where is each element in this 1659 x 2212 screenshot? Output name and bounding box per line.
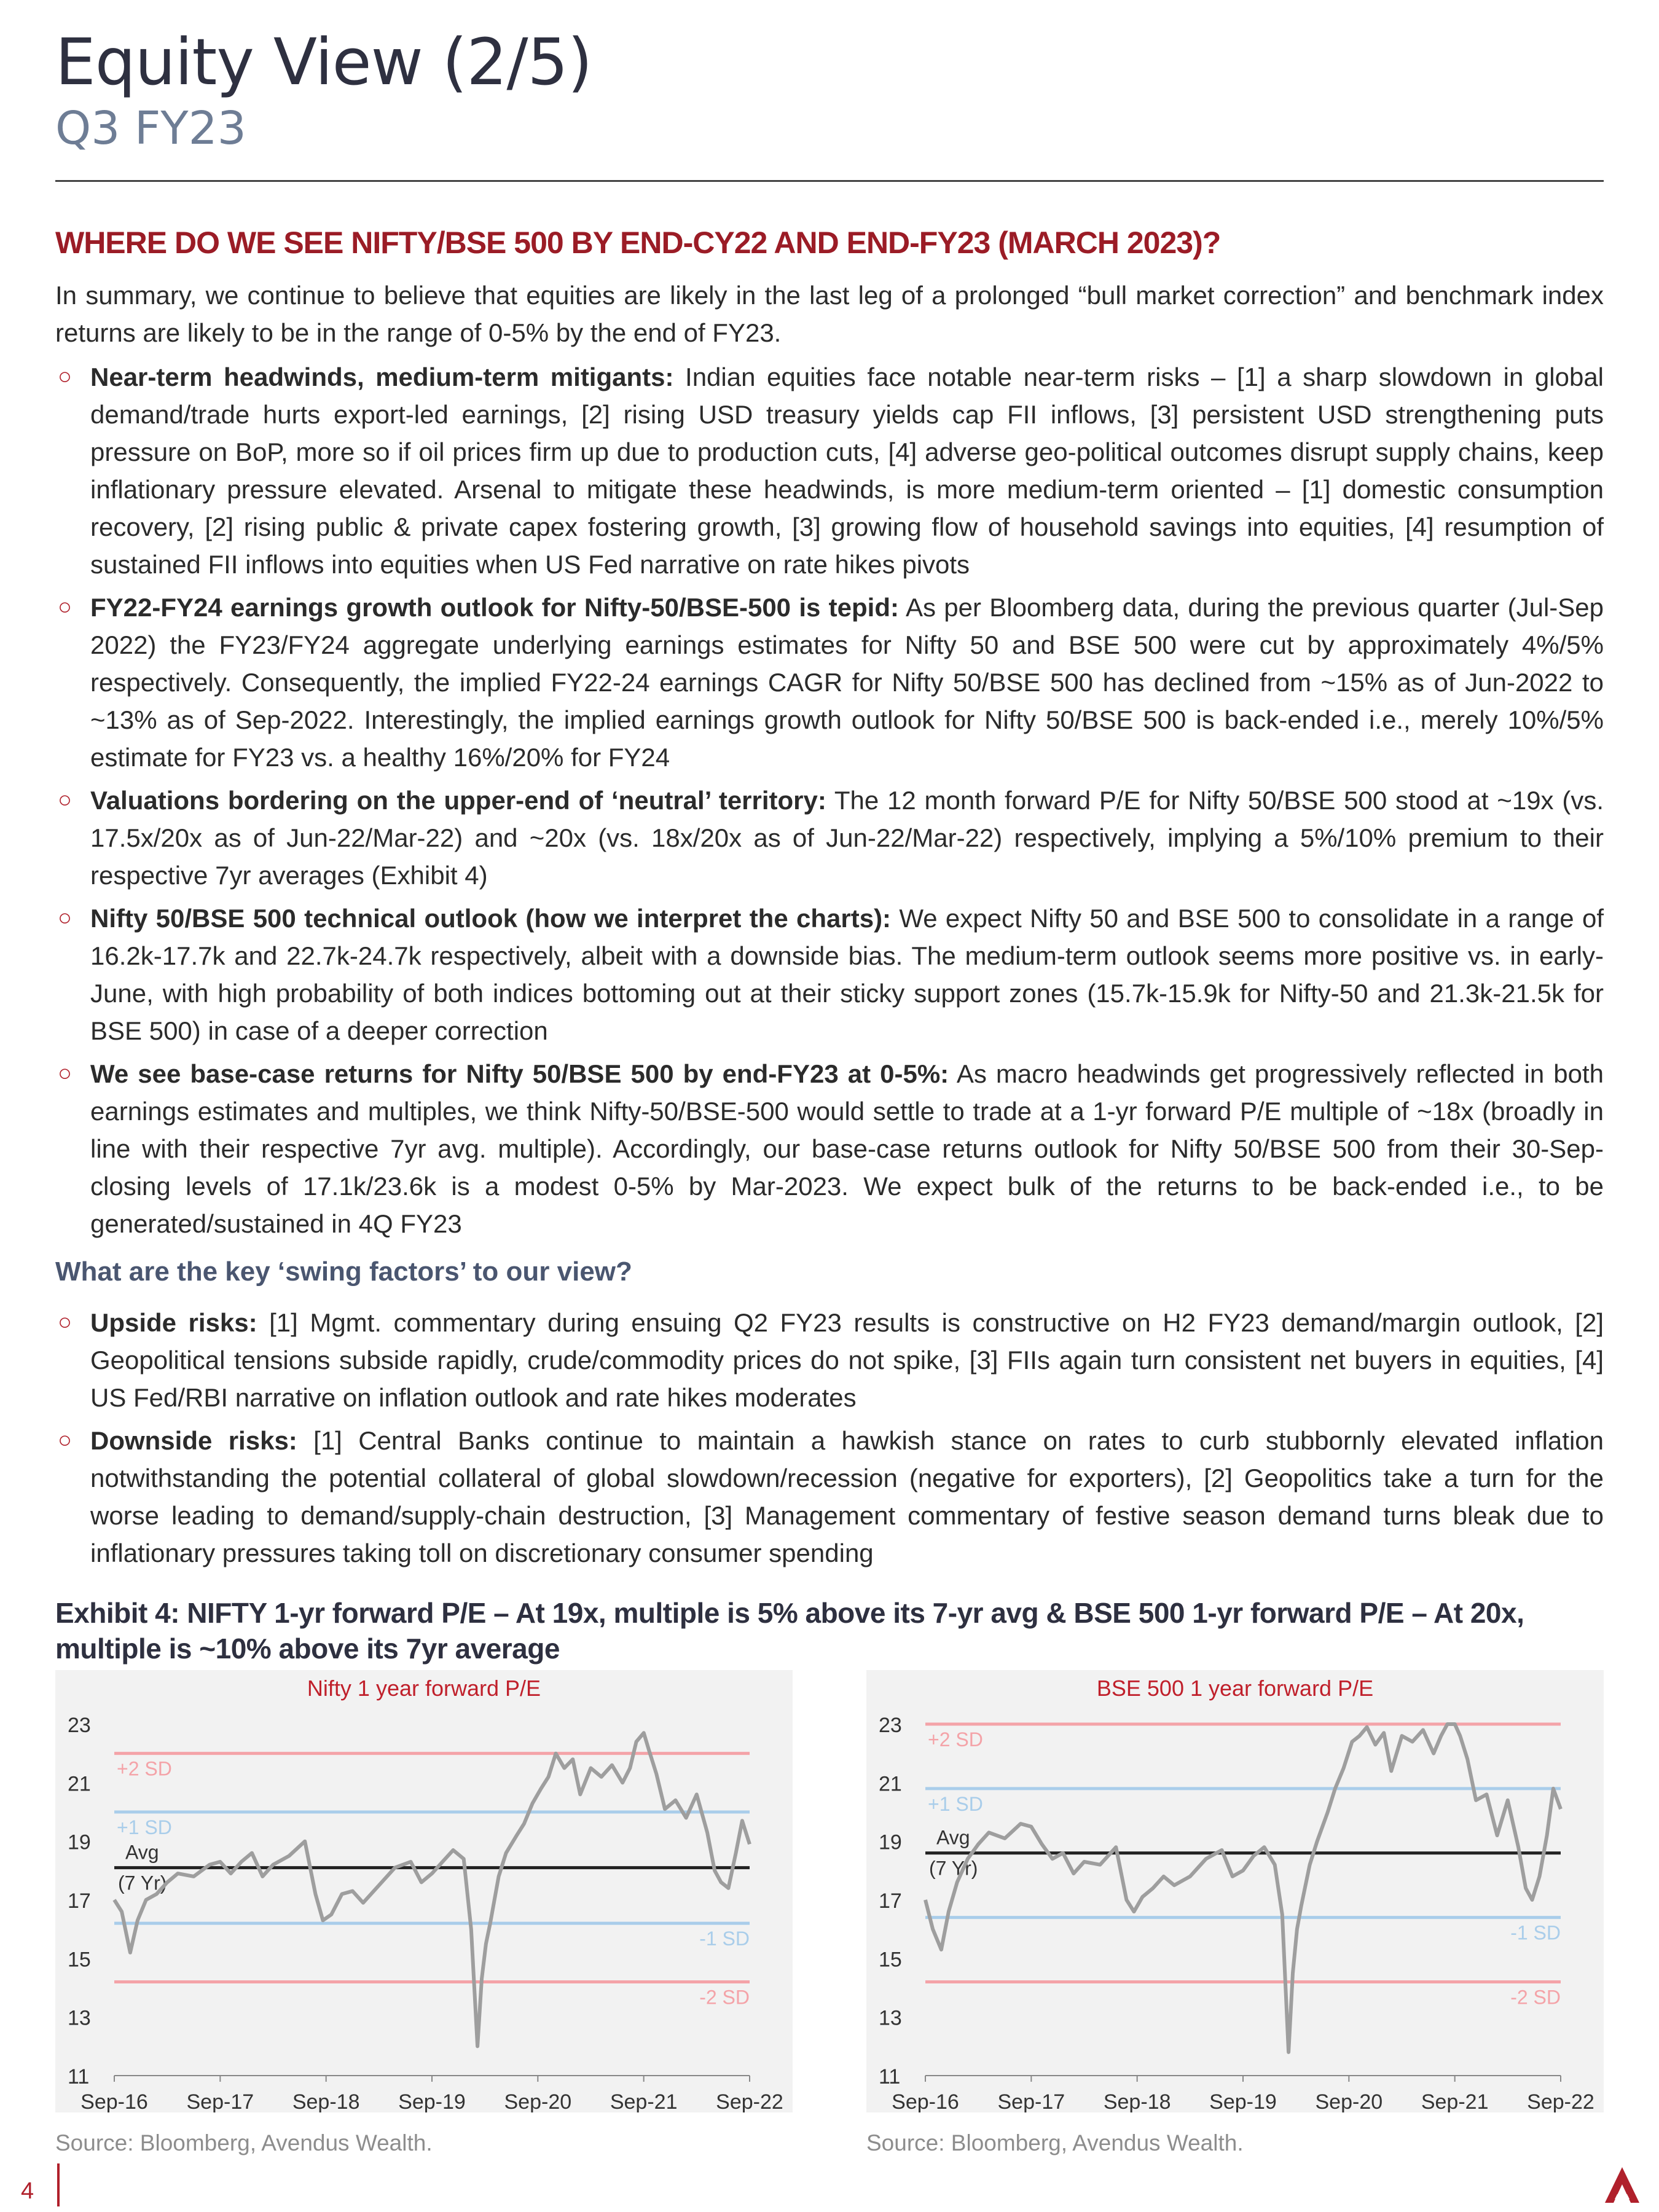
x-tick-label: Sep-18 (1103, 2090, 1171, 2112)
sd-label: -1 SD (1510, 1921, 1561, 1944)
bullet-text: [1] Central Banks continue to maintain a hawkish stance on rates to curb stubbornly elevated inflation notwithstanding the potential collateral of global slowdown/recession (negative for exporters), [2] Geopolitics take a turn for the worse leading to demand/supply-chain destruction, [3] Management commentary of festive season demand turns bleak due to inflationary pressures taking toll on discretionary consumer spending (90, 1426, 1604, 1567)
x-tick-label: Sep-18 (292, 2090, 360, 2112)
bullet-circle-icon: ○ (58, 1427, 72, 1453)
bullet-text: The 12 month forward P/E for Nifty 50/BSE 500 stood at ~19x (vs. 17.5x/20x as of Jun-22/Mar-22) and ~20x (vs. 18x/20x as of Jun-22/Mar-22) respectively, implying a 5%/10% premium to their respective 7yr averages (Exhibit 4) (90, 786, 1604, 890)
bullet-item (55, 782, 1604, 894)
nifty-chart-svg (55, 1670, 793, 2112)
y-tick-label: 21 (68, 1772, 91, 1796)
swing-factors-title: What are the key ‘swing factors’ to our view? (55, 1257, 632, 1287)
y-tick-label: 15 (879, 1948, 902, 1972)
avg-sublabel: (7 Yr) (118, 1872, 167, 1894)
bse500-chart-svg (866, 1670, 1604, 2112)
x-tick-label: Sep-19 (398, 2090, 466, 2112)
main-bullet-list (55, 358, 1604, 1248)
x-tick-label: Sep-16 (892, 2090, 959, 2112)
y-tick-label: 13 (68, 2006, 91, 2030)
bullet-text: Indian equities face notable near-term risks – [1] a sharp slowdown in global demand/trade hurts export-led earnings, [2] rising USD treasury yields cap FII inflows, [3] persistent USD strengthening puts pressure on BoP, more so if oil prices firm up due to production cuts, [4] adverse geo-political outcomes disrupt supply chains, keep inflationary pressure elevated. Arsenal to mitigate these headwinds, is more medium-term oriented – [1] domestic consumption recovery, [2] rising public & private capex fostering growth, [3] growing flow of household savings into equities, [4] resumption of sustained FII inflows into equities when US Fed narrative on rate hikes pivots (90, 363, 1604, 579)
brand-logo-icon (1604, 2166, 1641, 2207)
page-number: 4 (21, 2178, 34, 2204)
bullet-circle-icon: ○ (58, 594, 72, 620)
page-title: Equity View (2/5) (55, 25, 592, 100)
bullet-text: As per Bloomberg data, during the previous quarter (Jul-Sep 2022) the FY23/FY24 aggregate underlying earnings estimates for Nifty 50 and BSE 500 were cut by approximately 4%/5% respectively. Consequently, the implied FY22-24 earnings CAGR for Nifty 50/BSE 500 has declined from ~15% as of Jun-2022 to ~13% as of Sep-2022. Interestingly, the implied earnings growth outlook for Nifty 50/BSE 500 is back-ended i.e., merely 10%/5% estimate for FY23 vs. a healthy 16%/20% for FY24 (90, 593, 1604, 772)
exhibit-title: Exhibit 4: NIFTY 1-yr forward P/E – At 19x, multiple is 5% above its 7-yr avg & BSE 500 1-yr forward P/E – At 20x, multiple is ~10% above its 7yr average (55, 1597, 1524, 1665)
x-tick-label: Sep-19 (1209, 2090, 1277, 2112)
y-tick-label: 19 (68, 1830, 91, 1854)
bullet-heading: We see base-case returns for Nifty 50/BSE 500 by end-FY23 at 0-5%: (90, 1059, 949, 1088)
bullet-item (55, 1055, 1604, 1242)
bullet-heading: Valuations bordering on the upper-end of ‘neutral’ territory: (90, 786, 826, 815)
x-tick-label: Sep-20 (504, 2090, 572, 2112)
sd-label: -2 SD (1510, 1986, 1561, 2009)
source-note-left: Source: Bloomberg, Avendus Wealth. (55, 2130, 433, 2155)
bullet-text: We expect Nifty 50 and BSE 500 to consolidate in a range of 16.2k-17.7k and 22.7k-24.7k respectively, albeit with a downside bias. The medium-term outlook seems more positive vs. in early-June, with high probability of both indices bottoming out at their sticky support zones (15.7k-15.9k for Nifty-50 and 21.3k-21.5k for BSE 500) in case of a deeper correction (90, 904, 1604, 1045)
bullet-circle-icon: ○ (58, 787, 72, 813)
page-number-bar (57, 2163, 60, 2206)
bullet-text: [1] Mgmt. commentary during ensuing Q2 FY23 results is constructive on H2 FY23 demand/margin outlook, [2] Geopolitical tensions subside rapidly, crude/commodity prices do not spike, [3] FIIs again turn consistent net buyers in equities, [4] US Fed/RBI narrative on inflation outlook and rate hikes moderates (90, 1308, 1604, 1412)
page-subtitle: Q3 FY23 (55, 102, 246, 155)
bullet-circle-icon: ○ (58, 1309, 72, 1335)
x-tick-label: Sep-17 (997, 2090, 1065, 2112)
y-tick-label: 11 (68, 2065, 90, 2088)
header-divider (55, 180, 1604, 182)
x-tick-label: Sep-22 (716, 2090, 783, 2112)
y-tick-label: 19 (879, 1830, 902, 1854)
sd-label: -1 SD (699, 1928, 750, 1950)
y-tick-label: 21 (879, 1772, 902, 1796)
y-tick-label: 11 (879, 2065, 901, 2088)
summary-paragraph: In summary, we continue to believe that equities are likely in the last leg of a prolonged “bull market correction” and benchmark index returns are likely to be in the range of 0-5% by the end of FY23. (55, 281, 1604, 347)
bullet-circle-icon: ○ (58, 905, 72, 931)
sd-label: -2 SD (699, 1986, 750, 2009)
sd-label: +1 SD (117, 1816, 172, 1838)
avg-label: Avg (125, 1841, 159, 1864)
pe-series-line (925, 1724, 1561, 2052)
bullet-item (55, 900, 1604, 1049)
bullet-heading: Near-term headwinds, medium-term mitigants: (90, 363, 674, 391)
y-tick-label: 17 (879, 1889, 902, 1913)
avg-sublabel: (7 Yr) (929, 1857, 978, 1880)
bullet-heading: Downside risks: (90, 1426, 297, 1455)
sd-label: +2 SD (928, 1728, 983, 1751)
sd-label: +2 SD (117, 1757, 172, 1780)
x-tick-label: Sep-21 (1421, 2090, 1489, 2112)
bullet-item (55, 1422, 1604, 1572)
y-tick-label: 23 (879, 1714, 902, 1737)
x-tick-label: Sep-17 (186, 2090, 254, 2112)
x-tick-label: Sep-20 (1315, 2090, 1383, 2112)
x-tick-label: Sep-22 (1527, 2090, 1594, 2112)
bullet-heading: Upside risks: (90, 1308, 257, 1337)
chart-title: Nifty 1 year forward P/E (307, 1676, 541, 1701)
bullet-item (55, 1304, 1604, 1416)
bullet-heading: FY22-FY24 earnings growth outlook for Nifty-50/BSE-500 is tepid: (90, 593, 899, 622)
pe-series-line (114, 1733, 750, 2046)
y-tick-label: 17 (68, 1889, 91, 1913)
y-tick-label: 23 (68, 1714, 91, 1737)
sd-label: +1 SD (928, 1792, 983, 1815)
section-title: WHERE DO WE SEE NIFTY/BSE 500 BY END-CY22 AND END-FY23 (MARCH 2023)? (55, 226, 1221, 260)
y-tick-label: 13 (879, 2006, 902, 2030)
bullet-heading: Nifty 50/BSE 500 technical outlook (how we interpret the charts): (90, 904, 892, 933)
bullet-circle-icon: ○ (58, 364, 72, 390)
source-note-right: Source: Bloomberg, Avendus Wealth. (866, 2130, 1244, 2155)
bullet-item (55, 589, 1604, 776)
chart-title: BSE 500 1 year forward P/E (1096, 1676, 1374, 1701)
nifty-chart (55, 1670, 793, 2112)
bse500-chart (866, 1670, 1604, 2112)
bullet-item (55, 358, 1604, 583)
x-tick-label: Sep-21 (610, 2090, 678, 2112)
x-tick-label: Sep-16 (80, 2090, 148, 2112)
y-tick-label: 15 (68, 1948, 91, 1972)
bullet-text: As macro headwinds get progressively reflected in both earnings estimates and multiples, we think Nifty-50/BSE-500 would settle to trade at a 1-yr forward P/E multiple of ~18x (broadly in line with their respective 7yr avg. multiple). Accordingly, our base-case returns outlook for Nifty 50/BSE 500 from their 30-Sep-closing levels of 17.1k/23.6k is a modest 0-5% by Mar-2023. We expect bulk of the returns to be back-ended i.e., to be generated/sustained in 4Q FY23 (90, 1059, 1604, 1238)
bullet-circle-icon: ○ (58, 1061, 72, 1086)
swing-bullet-list (55, 1304, 1604, 1577)
avg-label: Avg (936, 1826, 970, 1849)
